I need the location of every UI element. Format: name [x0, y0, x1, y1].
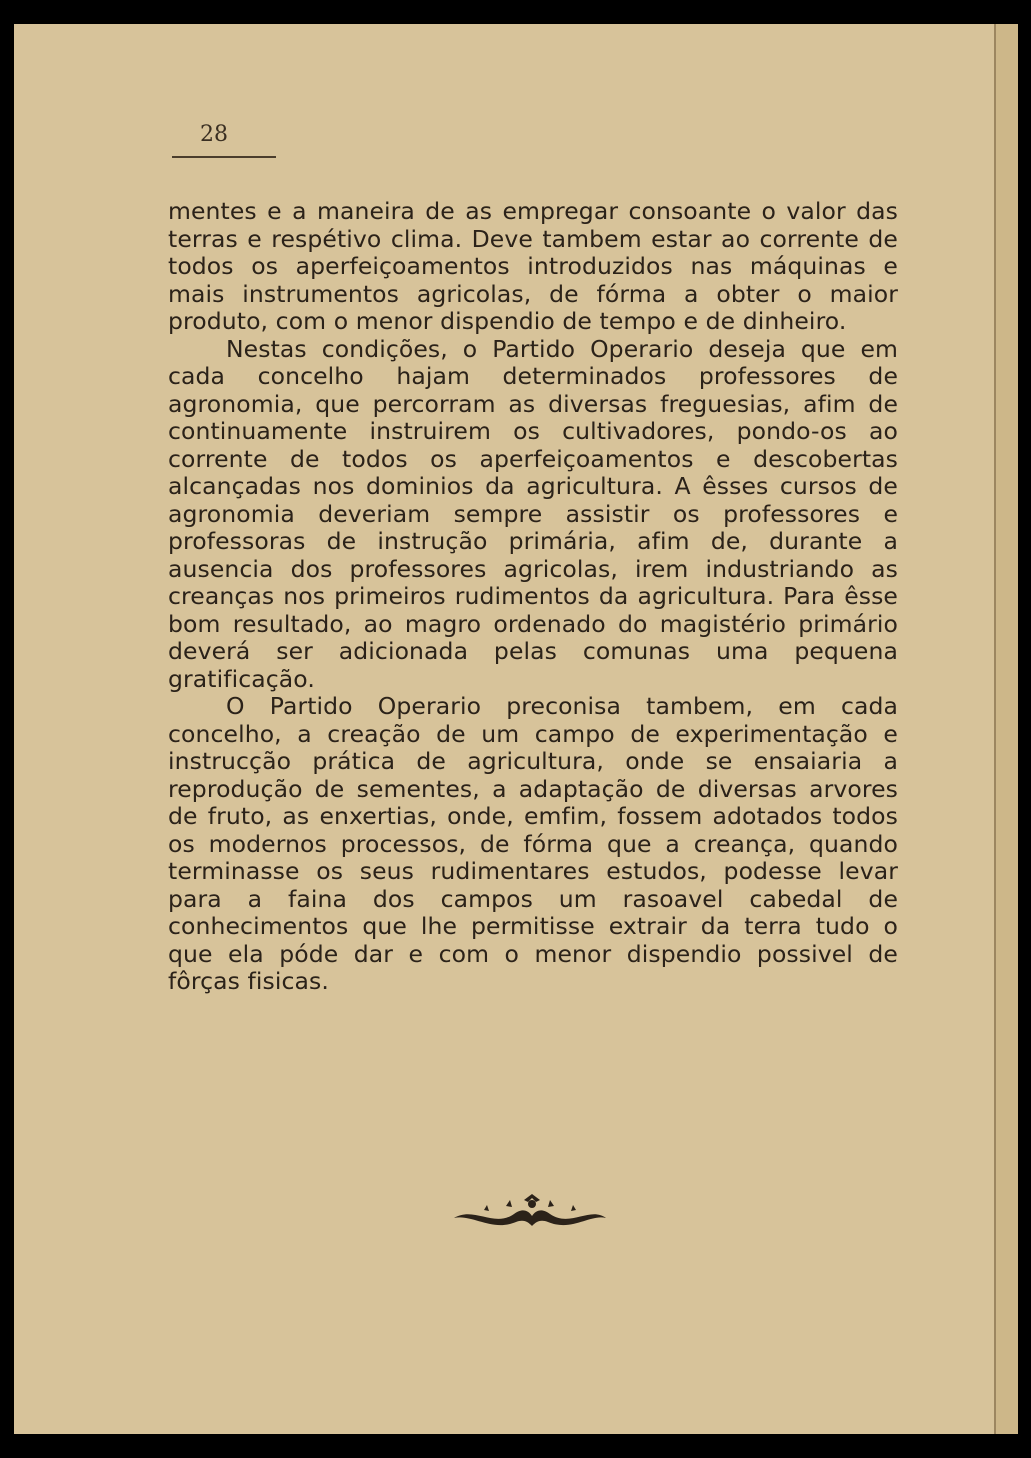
- header-rule: [172, 156, 276, 158]
- ornament-icon: [444, 1192, 614, 1238]
- body-text: [168, 198, 898, 996]
- paragraph-2: Nestas condições, o Partido Operario deseja que em cada concelho hajam determinados professores de agronomia, que percorram as diversas freguesias, afim de continuamente instruirem os cultivadores, pondo-os ao corrente de todos os aperfeiçoamentos e descobertas alcançadas nos dominios da agricultura. A êsses cursos de agronomia deveriam sempre assistir os professores e professoras de instrução primária, afim de, durante a ausencia dos professores agricolas, irem industriando as creanças nos primeiros rudimentos da agricultura. Para êsse bom resultado, ao magro ordenado do magistério primário deverá ser adicionada pelas comunas uma pequena gratificação.: [168, 334, 898, 693]
- paragraph-3: O Partido Operario preconisa tambem, em cada concelho, a creação de um campo de experimentação e instrucção prática de agricultura, onde se ensaiaria a reprodução de sementes, a adaptação de diversas arvores de fruto, as enxertias, onde, emfim, fossem adotados todos os modernos processos, de fórma que a creança, quando terminasse os seus rudimentares estudos, podesse levar para a faina dos campos um rasoavel cabedal de conhecimentos que lhe permitisse extrair da terra tudo o que ela póde dar e com o menor dispendio possivel de fôrças fisicas.: [168, 692, 898, 995]
- page-number: 28: [200, 122, 228, 147]
- paragraph-1: mentes e a maneira de as empregar consoante o valor das terras e respétivo clima. Deve tambem estar ao corrente de todos os aperfeiçoamentos introduzidos nas máquinas e mais instrumentos agricolas, de fórma a obter o maior produto, com o menor dispendio de tempo e de dinheiro.: [168, 197, 898, 335]
- page-edge: [994, 24, 1018, 1434]
- book-page: [14, 24, 994, 1434]
